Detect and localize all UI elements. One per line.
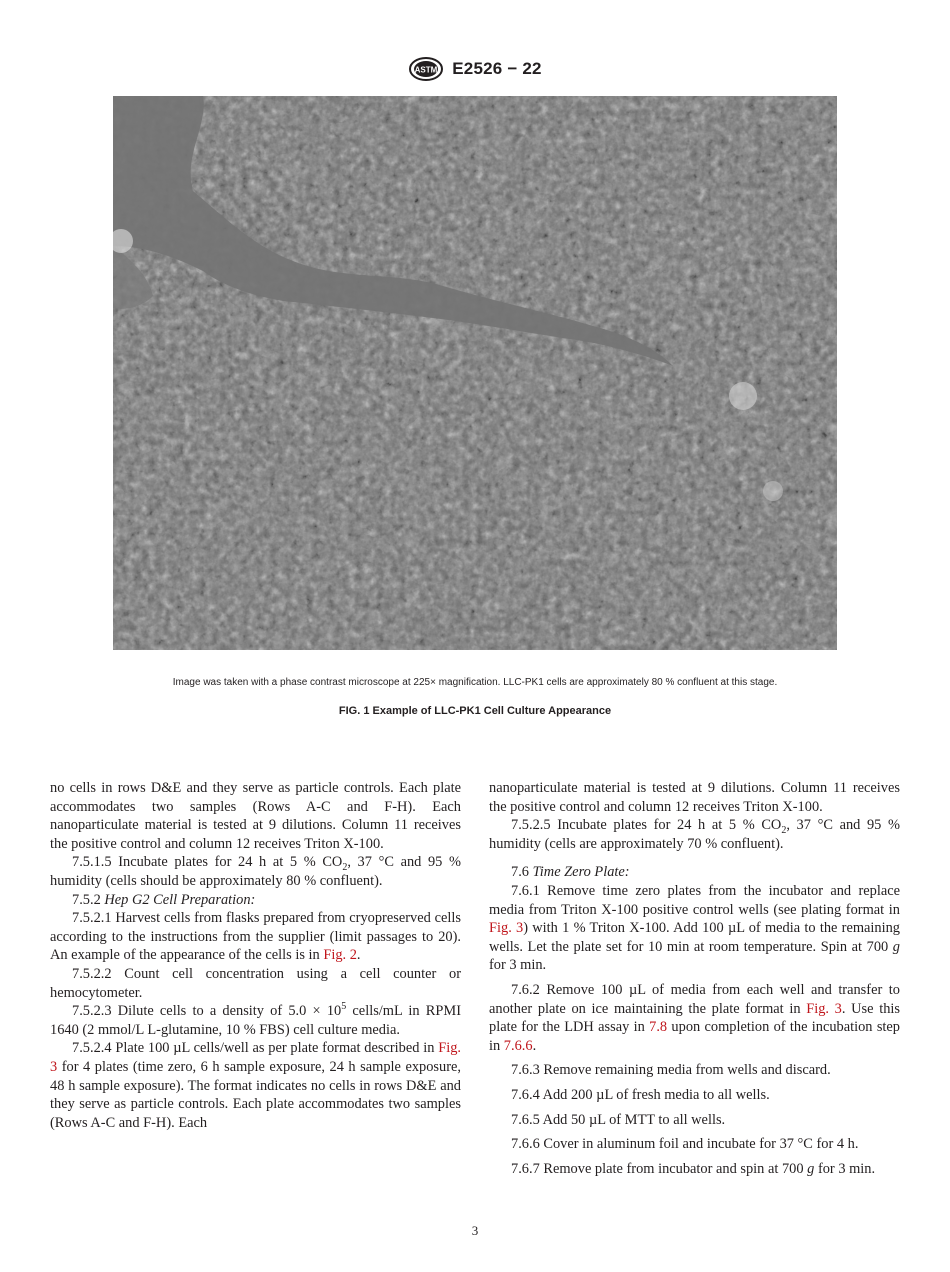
micrograph-image <box>113 96 837 650</box>
section-7-6-heading: 7.6 Time Zero Plate: <box>511 864 630 881</box>
fig-2-link[interactable]: Fig. 2 <box>323 947 357 964</box>
section-7-6-1: 7.6.1 Remove time zero plates from the incubator and replace media from Triton X-100 positive control wells (see plating format in Fig. 3) with 1 % Triton X-100. Add 100 µL of media to the remaining wells. Let the plate set for 10 min at room temperature. Spin at 700 g for 3 min. <box>489 882 900 974</box>
section-7-6-6: 7.6.6 Cover in aluminum foil and incubate for 37 °C for 4 h. <box>511 1136 859 1153</box>
page-number: 3 <box>471 1223 479 1238</box>
section-7-5-2-4: 7.5.2.4 Plate 100 µL cells/well as per plate format described in Fig. 3 for 4 plates (time zero, 6 h sample exposure, 24 h sample exposure, 48 h sample exposure). The format indicates no cells in rows D&E and they serve as particle controls. Each plate accommodates two samples (Rows A-C and F-H). Each <box>50 1040 461 1131</box>
astm-logo-text: ASTM <box>414 65 438 75</box>
figure-caption: FIG. 1 Example of LLC-PK1 Cell Culture Appearance <box>338 705 612 717</box>
page-header <box>0 56 950 82</box>
fig-3-link[interactable]: Fig. 3 <box>489 920 524 937</box>
paragraph: nanoparticulate material is tested at 9 dilutions. Column 11 receives the positive control and column 12 receives Triton X-100. <box>489 780 900 815</box>
section-7-6-5: 7.6.5 Add 50 µL of MTT to all wells. <box>511 1111 726 1128</box>
section-7-6-4: 7.6.4 Add 200 µL of fresh media to all wells. <box>511 1086 770 1103</box>
fig-3-link[interactable]: Fig. 3 <box>806 1000 842 1017</box>
section-7-5-2-5: 7.5.2.5 Incubate plates for 24 h at 5 % $CO_2$, 37 °C and 95 % humidity (cells are approximately 70 % confluent). <box>489 817 900 852</box>
micrograph-figure <box>113 96 837 650</box>
section-7-6-2: 7.6.2 Remove 100 µL of media from each well and transfer to another plate on ice maintaining the plate format in Fig. 3. Use this plate for the LDH assay in 7.8 upon completion of the incubation step in 7.6.6. <box>489 981 900 1054</box>
section-7-5-1-5: 7.5.1.5 Incubate plates for 24 h at 5 % $CO_2$, 37 °C and 95 % humidity (cells should be approximately 80 % confluent). <box>50 854 461 889</box>
astm-logo-icon <box>408 56 444 82</box>
section-7-8-link[interactable]: 7.8 <box>649 1019 668 1036</box>
standard-designation: E2526 − 22 <box>452 59 542 78</box>
section-7-6-3: 7.6.3 Remove remaining media from wells and discard. <box>511 1062 831 1079</box>
figure-note: Image was taken with a phase contrast microscope at 225× magnification. LLC-PK1 cells are approximately 80 % confluent at this stage. <box>172 677 778 688</box>
section-7-5-2-1: 7.5.2.1 Harvest cells from flasks prepared from cryopreserved cells according to the instructions from the supplier (limit passages to 20). An example of the appearance of the cells is in Fig. 2. <box>50 910 461 964</box>
right-column <box>489 779 900 1178</box>
section-7-5-2-3: 7.5.2.3 Dilute cells to a density of $5.0 \times 10^5$ cells/mL in RPMI 1640 (2 mmol/L L-glutamine, 10 % FBS) cell culture media. <box>50 1001 461 1038</box>
section-7-5-2-2: 7.5.2.2 Count cell concentration using a cell counter or hemocytometer. <box>50 965 461 1001</box>
left-column <box>50 779 461 1132</box>
section-7-6-7: 7.6.7 Remove plate from incubator and spin at 700 g for 3 min. <box>511 1160 876 1177</box>
paragraph: no cells in rows D&E and they serve as particle controls. Each plate accommodates two samples (Rows A-C and F-H). Each nanoparticulate material is tested at 9 dilutions. Column 11 receives the positive control and column 12 receives Triton X-100. <box>50 780 461 852</box>
section-7-5-2-heading: 7.5.2 Hep G2 Cell Preparation: <box>72 891 256 908</box>
section-7-6-6-link[interactable]: 7.6.6 <box>503 1037 533 1054</box>
fig-3-link[interactable]: Fig. 3 <box>50 1040 461 1075</box>
